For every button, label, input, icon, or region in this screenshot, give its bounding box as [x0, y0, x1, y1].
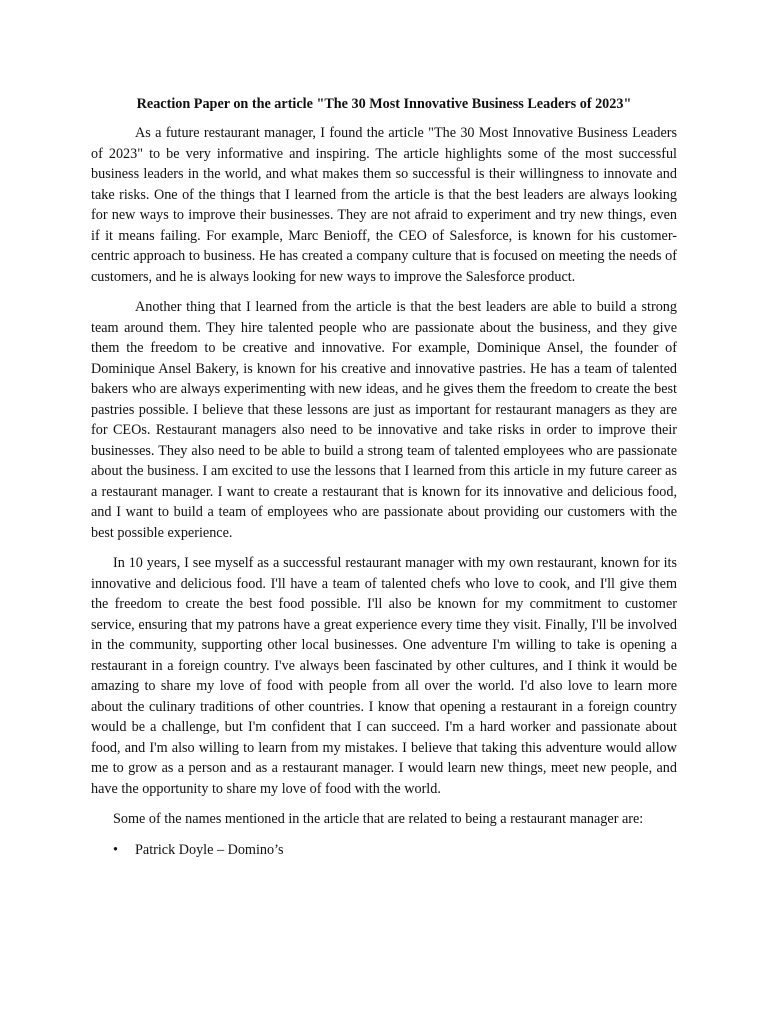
paragraph-3: In 10 years, I see myself as a successful restaurant manager with my own restaurant, known for its innovative and delicious food. I'll have a team of talented chefs who love to cook, and I'll give them the freedom to create the best food possible. I'll also be known for my commitment to customer service, ensuring that my patrons have a great experience every time they visit. Finally, I'll be involved in the community, supporting other local businesses. One adventure I'm willing to take is opening a restaurant in a foreign country. I've always been fascinated by other cultures, and I think it would be amazing to share my love of food with people from all over the world. I'd also love to learn more about the culinary traditions of other countries. I know that opening a restaurant in a foreign country would be a challenge, but I'm confident that I can succeed. I'm a hard worker and passionate about food, and I'm also willing to learn from my mistakes. I believe that taking this adventure would allow me to grow as a person and as a restaurant manager. I would learn new things, meet new people, and have the opportunity to share my love of food with the world. [91, 555, 677, 797]
paragraph-1: As a future restaurant manager, I found the article "The 30 Most Innovative Business Leaders of 2023" to be very informative and inspiring. The article highlights some of the most successful business leaders in the world, and what makes them so successful is their willingness to innovate and take risks. One of the things that I learned from the article is that the best leaders are always looking for new ways to improve their businesses. They are not afraid to experiment and try new things, even if it means failing. For example, Marc Benioff, the CEO of Salesforce, is known for his customer-centric approach to business. He has created a company culture that is focused on meeting the needs of customers, and he is always looking for new ways to improve the Salesforce product. [91, 125, 677, 285]
paragraph-2: Another thing that I learned from the article is that the best leaders are able to build a strong team around them. They hire talented people who are passionate about the business, and they give them the freedom to be creative and innovative. For example, Dominique Ansel, the founder of Dominique Ansel Bakery, is known for his creative and innovative pastries. He has a team of talented bakers who are always experimenting with new ideas, and he gives them the freedom to create the best pastries possible. I believe that these lessons are just as important for restaurant managers as they are for CEOs. Restaurant managers also need to be innovative and take risks in order to improve their businesses. They also need to be able to build a strong team of talented employees who are passionate about the business. I am excited to use the lessons that I learned from this article in my future career as a restaurant manager. I want to create a restaurant that is known for its innovative and delicious food, and I want to build a team of employees who are passionate about providing our customers with the best possible experience. [91, 299, 677, 541]
list-item-text: Patrick Doyle – Domino’s [135, 841, 284, 858]
list-intro: Some of the names mentioned in the article that are related to being a restaurant manager are: [113, 811, 644, 827]
names-list [91, 840, 677, 861]
document-body [91, 94, 677, 860]
document-title: Reaction Paper on the article "The 30 Most Innovative Business Leaders of 2023" [136, 96, 632, 112]
bullet-icon: • [113, 841, 118, 858]
list-item [91, 840, 677, 861]
